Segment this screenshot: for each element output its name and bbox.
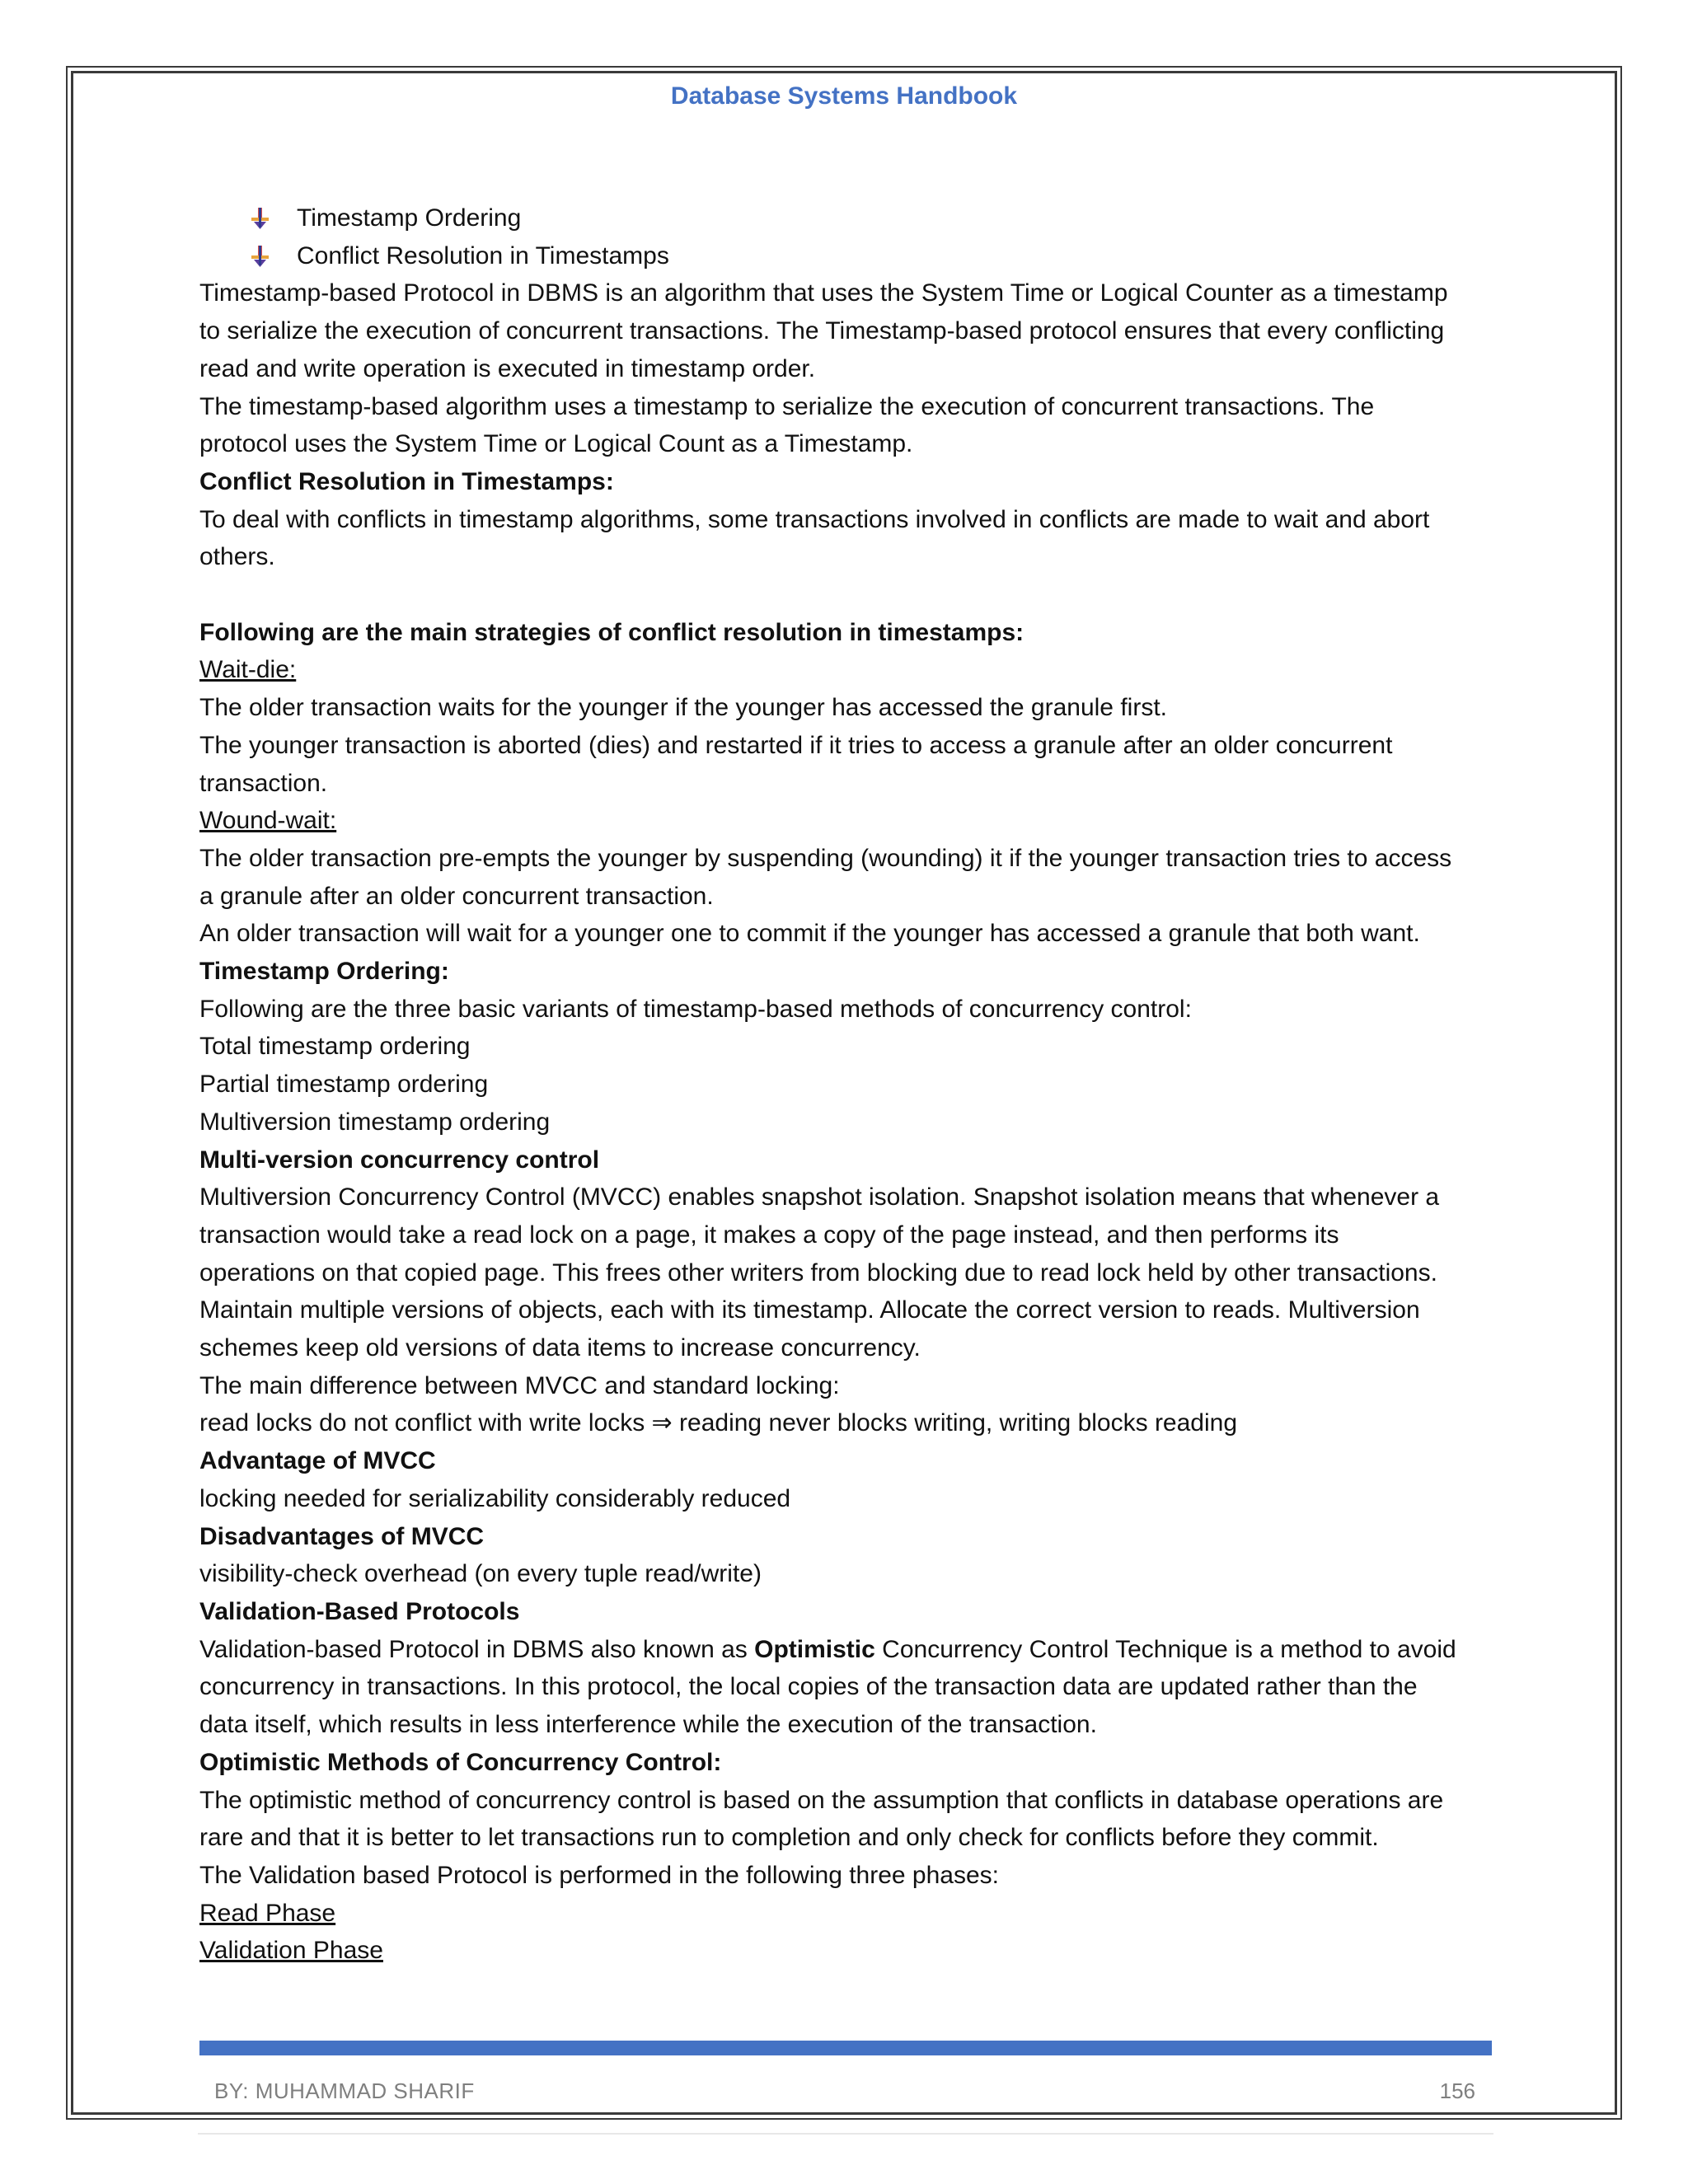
subsection-label: Wound-wait: <box>199 807 337 835</box>
paragraph-line: Partial timestamp ordering <box>199 1071 489 1099</box>
paragraph-line: data itself, which results in less interference while the execution of the transaction. <box>199 1711 1097 1739</box>
bullet-text: Timestamp Ordering <box>297 204 522 232</box>
paragraph-line: to serialize the execution of concurrent transactions. The Timestamp-based protocol ensures that every conflicting <box>199 317 1445 345</box>
paragraph-line: transaction would take a read lock on a page, it makes a copy of the page instead, and then performs its <box>199 1221 1339 1249</box>
paragraph-line: read locks do not conflict with write locks ⇒ reading never blocks writing, writing blocks reading <box>199 1409 1238 1437</box>
bullet-item <box>199 199 1502 237</box>
section-heading: Multi-version concurrency control <box>199 1146 600 1174</box>
paragraph-line: operations on that copied page. This frees other writers from blocking due to read lock held by other transactions. <box>199 1258 1437 1286</box>
section-heading: Advantage of MVCC <box>199 1447 436 1475</box>
paragraph-line: The timestamp-based algorithm uses a timestamp to serialize the execution of concurrent transactions. The <box>199 392 1375 420</box>
paragraph-line: a granule after an older concurrent transaction. <box>199 882 714 910</box>
paragraph-line: The main difference between MVCC and standard locking: <box>199 1371 840 1399</box>
paragraph-line: An older transaction will wait for a younger one to commit if the younger has accessed a granule that both want. <box>199 920 1420 948</box>
paragraph-line: To deal with conflicts in timestamp algorithms, some transactions involved in conflicts are made to wait and abort <box>199 505 1430 533</box>
section-heading: Timestamp Ordering: <box>199 958 449 986</box>
blank-line <box>199 576 1502 614</box>
paragraph-line: protocol uses the System Time or Logical Count as a Timestamp. <box>199 430 913 458</box>
text-run: Concurrency Control Technique is a method to avoid <box>874 1635 1456 1663</box>
page-content <box>199 199 1502 1970</box>
page-header-title: Database Systems Handbook <box>670 82 1018 110</box>
paragraph-line: Multiversion timestamp ordering <box>199 1108 551 1136</box>
paragraph-line: concurrency in transactions. In this protocol, the local copies of the transaction data are updated rather than the <box>199 1673 1418 1701</box>
paragraph-line: The older transaction pre-empts the younger by suspending (wounding) it if the younger transaction tries to access <box>199 844 1452 872</box>
paragraph-line: The Validation based Protocol is performed in the following three phases: <box>199 1861 1000 1889</box>
section-heading: Optimistic Methods of Concurrency Control: <box>199 1748 722 1776</box>
page-number: 156 <box>1439 2079 1475 2103</box>
paragraph-line: The optimistic method of concurrency control is based on the assumption that conflicts in database operations are <box>199 1786 1444 1814</box>
text-run: Validation-based Protocol in DBMS also known as <box>199 1635 755 1663</box>
phase-label: Read Phase <box>199 1899 336 1927</box>
footer-author: BY: MUHAMMAD SHARIF <box>214 2079 475 2103</box>
section-heading: Disadvantages of MVCC <box>199 1522 485 1550</box>
paragraph-line: The younger transaction is aborted (dies) and restarted if it tries to access a granule after an older concurrent <box>199 731 1393 759</box>
paragraph-line: Multiversion Concurrency Control (MVCC) enables snapshot isolation. Snapshot isolation means that whenever a <box>199 1183 1440 1212</box>
arrow-down-bullet-icon <box>247 244 272 269</box>
phase-label: Validation Phase <box>199 1937 383 1965</box>
paragraph-line: visibility-check overhead (on every tuple read/write) <box>199 1560 762 1588</box>
bottom-divider <box>198 2133 1493 2135</box>
paragraph-line: The older transaction waits for the younger if the younger has accessed the granule first. <box>199 694 1167 722</box>
paragraph-line: Total timestamp ordering <box>199 1033 471 1061</box>
paragraph-line <box>199 1631 1502 1669</box>
paragraph-line: locking needed for serializability considerably reduced <box>199 1484 791 1512</box>
section-heading: Validation-Based Protocols <box>199 1598 520 1625</box>
paragraph-line: others. <box>199 543 275 571</box>
paragraph-line: Timestamp-based Protocol in DBMS is an algorithm that uses the System Time or Logical Counter as a timestamp <box>199 279 1448 307</box>
arrow-down-bullet-icon <box>247 206 272 231</box>
paragraph-line: read and write operation is executed in timestamp order. <box>199 354 816 382</box>
paragraph-line: Following are the three basic variants of timestamp-based methods of concurrency control: <box>199 995 1192 1023</box>
paragraph-line: Maintain multiple versions of objects, each with its timestamp. Allocate the correct version to reads. Multiversion <box>199 1296 1420 1324</box>
bullet-text: Conflict Resolution in Timestamps <box>297 241 669 269</box>
subsection-label: Wait-die: <box>199 656 297 684</box>
section-heading: Following are the main strategies of conflict resolution in timestamps: <box>199 618 1025 646</box>
bullet-item <box>199 237 1502 275</box>
paragraph-line: schemes keep old versions of data items to increase concurrency. <box>199 1334 921 1362</box>
footer-accent-bar <box>199 2041 1492 2055</box>
paragraph-line: transaction. <box>199 769 328 797</box>
section-heading: Conflict Resolution in Timestamps: <box>199 467 614 495</box>
emphasis-text: Optimistic <box>754 1635 875 1663</box>
paragraph-line: rare and that it is better to let transactions run to completion and only check for conflicts before they commit. <box>199 1824 1379 1852</box>
